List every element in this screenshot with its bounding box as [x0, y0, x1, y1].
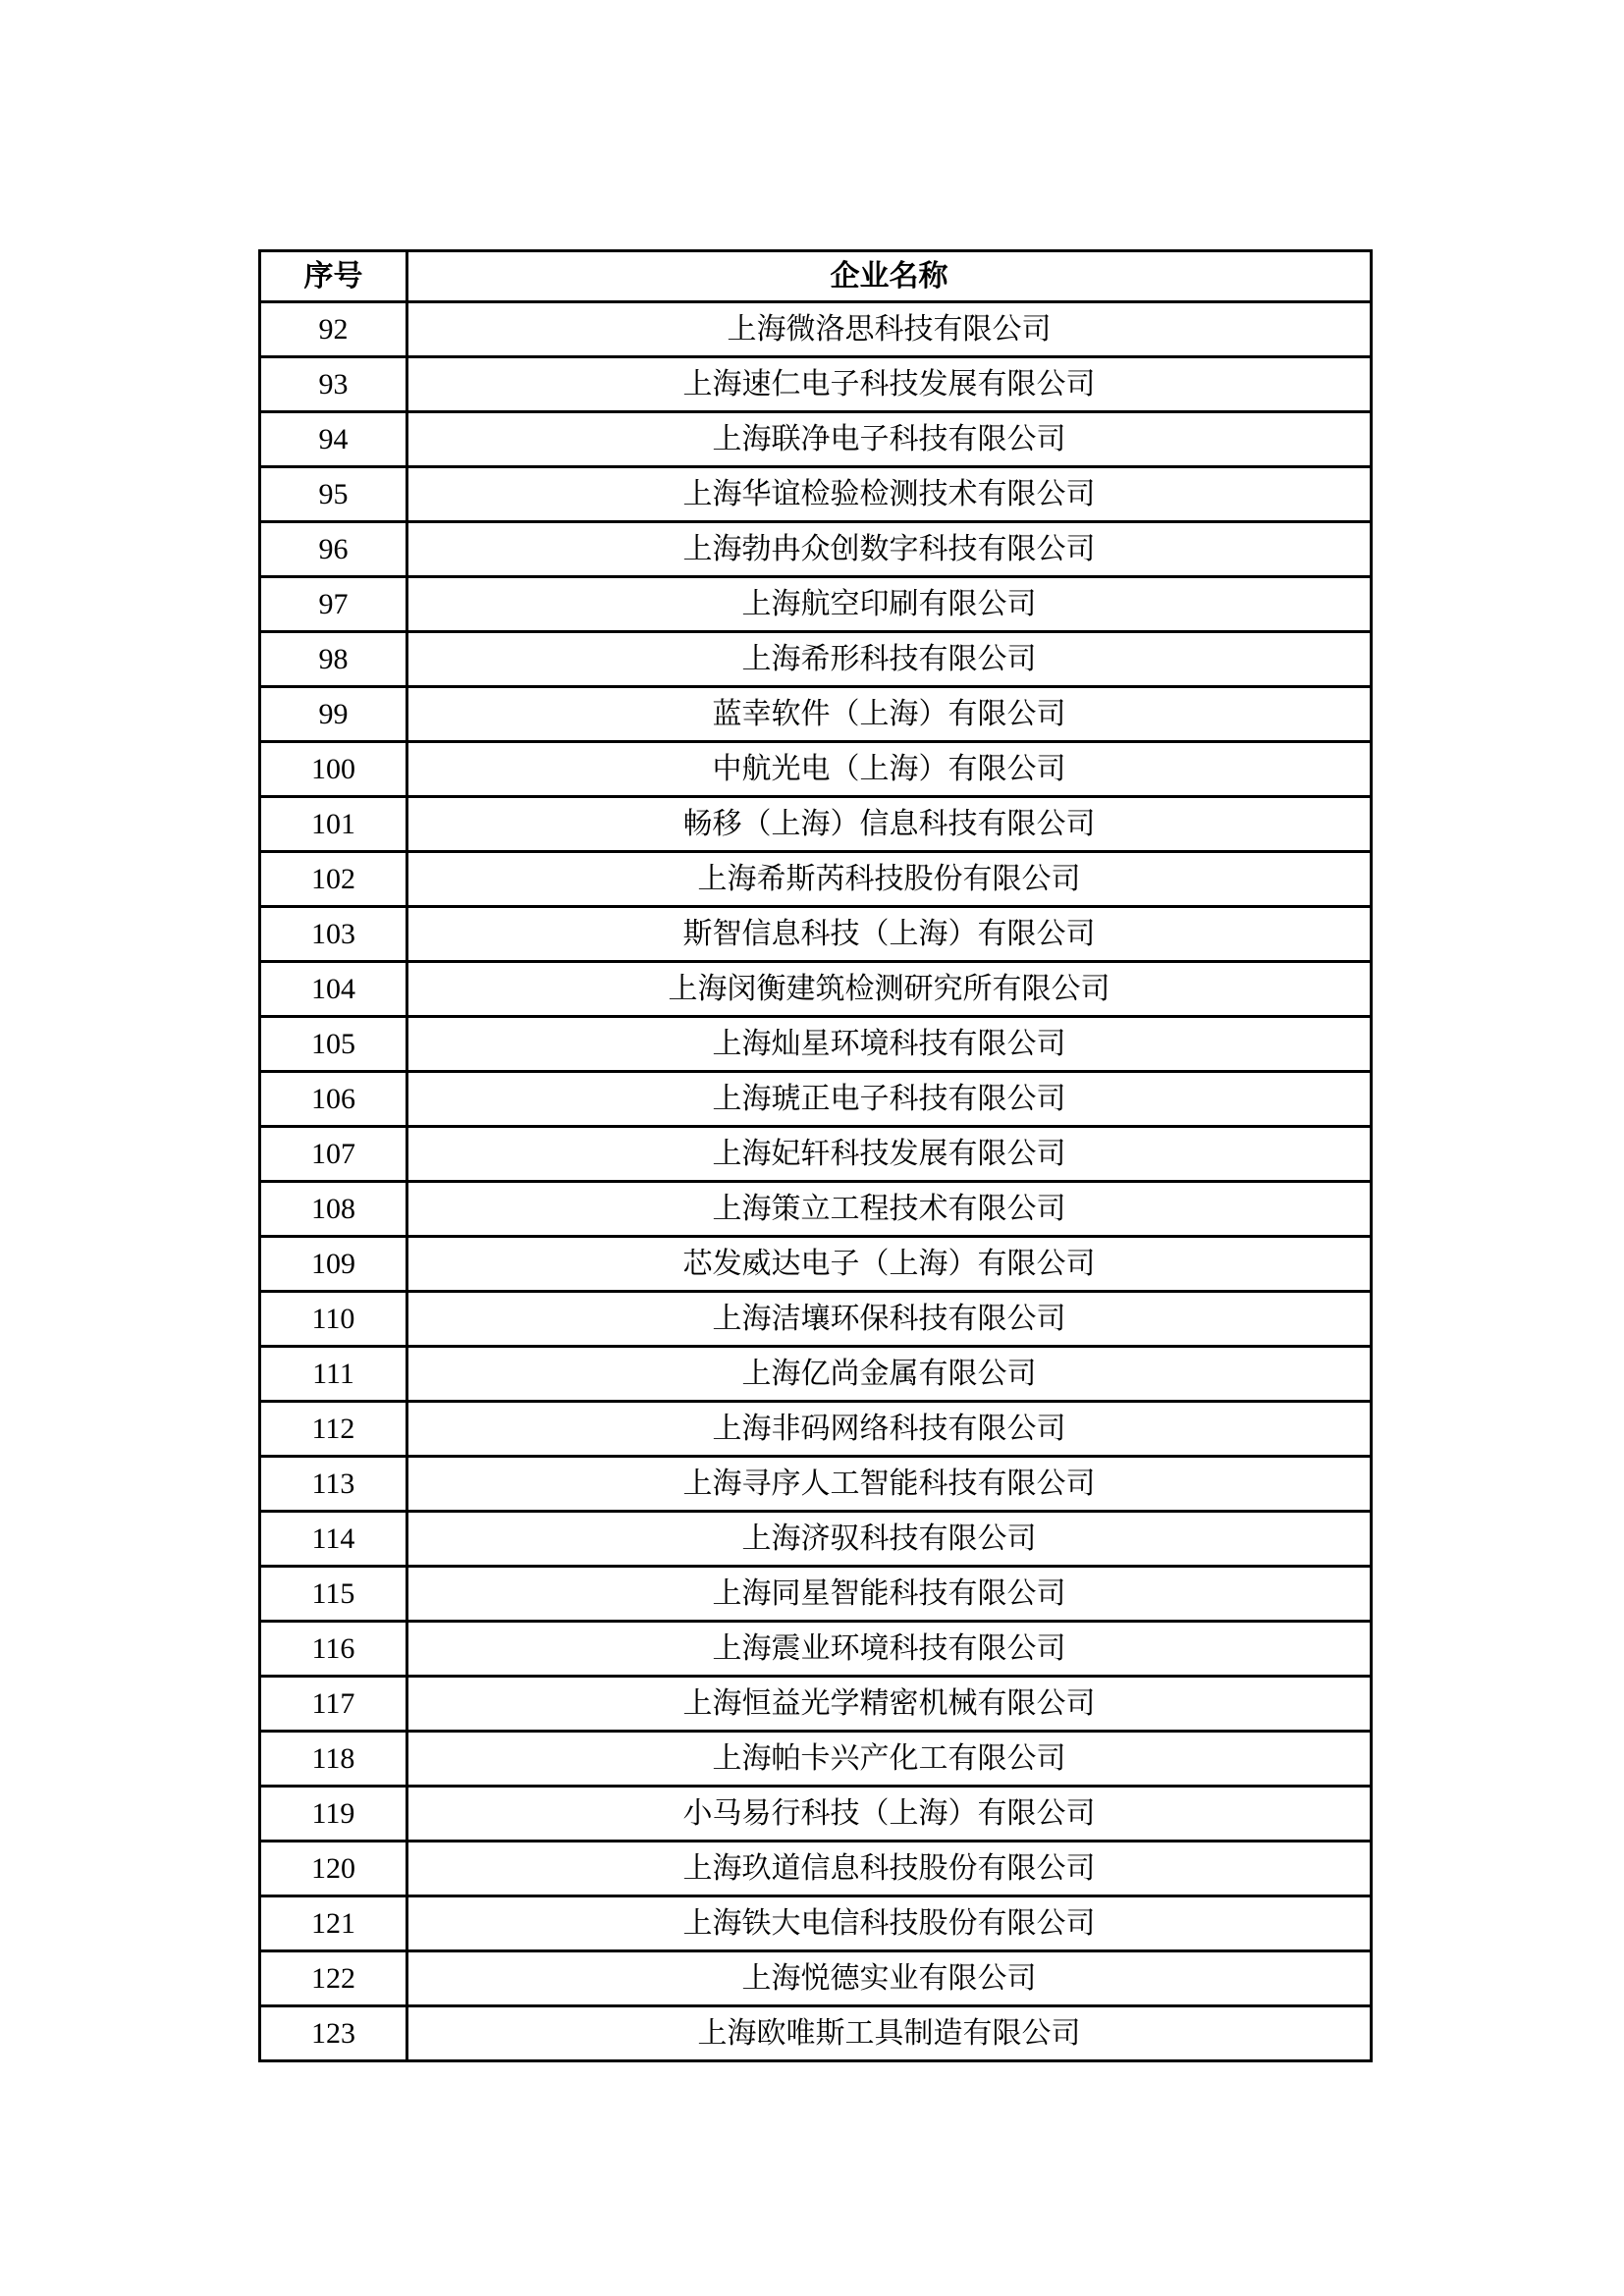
table-row	[260, 302, 1372, 357]
table-row	[260, 1677, 1372, 1732]
serial-number-cell: 117	[260, 1677, 407, 1732]
table-row	[260, 1512, 1372, 1567]
serial-number-cell: 120	[260, 1842, 407, 1896]
company-name-cell: 上海希形科技有限公司	[407, 632, 1372, 687]
table-row	[260, 357, 1372, 412]
serial-number-cell: 116	[260, 1622, 407, 1677]
table-row	[260, 1842, 1372, 1896]
header-serial-number: 序号	[260, 251, 407, 302]
serial-number-cell: 107	[260, 1127, 407, 1182]
company-name-cell: 小马易行科技（上海）有限公司	[407, 1787, 1372, 1842]
table-row	[260, 962, 1372, 1017]
company-name-cell: 上海华谊检验检测技术有限公司	[407, 467, 1372, 522]
header-row	[260, 251, 1372, 302]
company-name-cell: 上海同星智能科技有限公司	[407, 1567, 1372, 1622]
company-name-cell: 上海欧唯斯工具制造有限公司	[407, 2006, 1372, 2061]
company-name-cell: 上海非码网络科技有限公司	[407, 1402, 1372, 1457]
table-row	[260, 742, 1372, 797]
table-row	[260, 632, 1372, 687]
table-row	[260, 1402, 1372, 1457]
table-row	[260, 1787, 1372, 1842]
serial-number-cell: 118	[260, 1732, 407, 1787]
table-row	[260, 1292, 1372, 1347]
table-row	[260, 1182, 1372, 1237]
table-row	[260, 1457, 1372, 1512]
serial-number-cell: 93	[260, 357, 407, 412]
serial-number-cell: 103	[260, 907, 407, 962]
serial-number-cell: 92	[260, 302, 407, 357]
company-table-header	[260, 251, 1372, 302]
table-row	[260, 687, 1372, 742]
company-name-cell: 上海亿尚金属有限公司	[407, 1347, 1372, 1402]
header-company-name: 企业名称	[407, 251, 1372, 302]
company-name-cell: 上海洁壤环保科技有限公司	[407, 1292, 1372, 1347]
table-row	[260, 522, 1372, 577]
table-row	[260, 1237, 1372, 1292]
serial-number-cell: 105	[260, 1017, 407, 1072]
serial-number-cell: 109	[260, 1237, 407, 1292]
company-name-cell: 上海微洛思科技有限公司	[407, 302, 1372, 357]
serial-number-cell: 111	[260, 1347, 407, 1402]
table-row	[260, 852, 1372, 907]
table-row	[260, 412, 1372, 467]
company-name-cell: 上海震业环境科技有限公司	[407, 1622, 1372, 1677]
serial-number-cell: 100	[260, 742, 407, 797]
company-name-cell: 上海灿星环境科技有限公司	[407, 1017, 1372, 1072]
serial-number-cell: 104	[260, 962, 407, 1017]
company-name-cell: 上海玖道信息科技股份有限公司	[407, 1842, 1372, 1896]
table-row	[260, 467, 1372, 522]
company-name-cell: 斯智信息科技（上海）有限公司	[407, 907, 1372, 962]
serial-number-cell: 122	[260, 1951, 407, 2006]
serial-number-cell: 119	[260, 1787, 407, 1842]
serial-number-cell: 114	[260, 1512, 407, 1567]
table-row	[260, 797, 1372, 852]
table-row	[260, 577, 1372, 632]
table-row	[260, 907, 1372, 962]
company-name-cell: 上海妃轩科技发展有限公司	[407, 1127, 1372, 1182]
company-name-cell: 上海帕卡兴产化工有限公司	[407, 1732, 1372, 1787]
serial-number-cell: 98	[260, 632, 407, 687]
serial-number-cell: 94	[260, 412, 407, 467]
company-name-cell: 上海速仁电子科技发展有限公司	[407, 357, 1372, 412]
serial-number-cell: 121	[260, 1896, 407, 1951]
company-name-cell: 上海济驭科技有限公司	[407, 1512, 1372, 1567]
company-name-cell: 蓝幸软件（上海）有限公司	[407, 687, 1372, 742]
serial-number-cell: 102	[260, 852, 407, 907]
table-row	[260, 1951, 1372, 2006]
serial-number-cell: 112	[260, 1402, 407, 1457]
company-table-body	[260, 302, 1372, 2061]
company-name-cell: 上海寻序人工智能科技有限公司	[407, 1457, 1372, 1512]
serial-number-cell: 96	[260, 522, 407, 577]
table-row	[260, 1017, 1372, 1072]
company-name-cell: 上海勃冉众创数字科技有限公司	[407, 522, 1372, 577]
company-name-cell: 上海闵衡建筑检测研究所有限公司	[407, 962, 1372, 1017]
company-name-cell: 上海琥正电子科技有限公司	[407, 1072, 1372, 1127]
company-table	[258, 249, 1373, 2062]
table-row	[260, 1732, 1372, 1787]
company-name-cell: 上海希斯芮科技股份有限公司	[407, 852, 1372, 907]
table-row	[260, 1347, 1372, 1402]
company-name-cell: 上海联净电子科技有限公司	[407, 412, 1372, 467]
company-name-cell: 上海铁大电信科技股份有限公司	[407, 1896, 1372, 1951]
table-row	[260, 1622, 1372, 1677]
table-row	[260, 2006, 1372, 2061]
company-name-cell: 中航光电（上海）有限公司	[407, 742, 1372, 797]
table-row	[260, 1896, 1372, 1951]
company-name-cell: 上海航空印刷有限公司	[407, 577, 1372, 632]
table-row	[260, 1567, 1372, 1622]
company-name-cell: 上海悦德实业有限公司	[407, 1951, 1372, 2006]
company-name-cell: 畅移（上海）信息科技有限公司	[407, 797, 1372, 852]
serial-number-cell: 95	[260, 467, 407, 522]
serial-number-cell: 101	[260, 797, 407, 852]
company-name-cell: 芯发威达电子（上海）有限公司	[407, 1237, 1372, 1292]
serial-number-cell: 110	[260, 1292, 407, 1347]
table-row	[260, 1127, 1372, 1182]
company-name-cell: 上海策立工程技术有限公司	[407, 1182, 1372, 1237]
serial-number-cell: 115	[260, 1567, 407, 1622]
serial-number-cell: 123	[260, 2006, 407, 2061]
serial-number-cell: 113	[260, 1457, 407, 1512]
serial-number-cell: 106	[260, 1072, 407, 1127]
serial-number-cell: 97	[260, 577, 407, 632]
serial-number-cell: 99	[260, 687, 407, 742]
serial-number-cell: 108	[260, 1182, 407, 1237]
company-name-cell: 上海恒益光学精密机械有限公司	[407, 1677, 1372, 1732]
table-row	[260, 1072, 1372, 1127]
